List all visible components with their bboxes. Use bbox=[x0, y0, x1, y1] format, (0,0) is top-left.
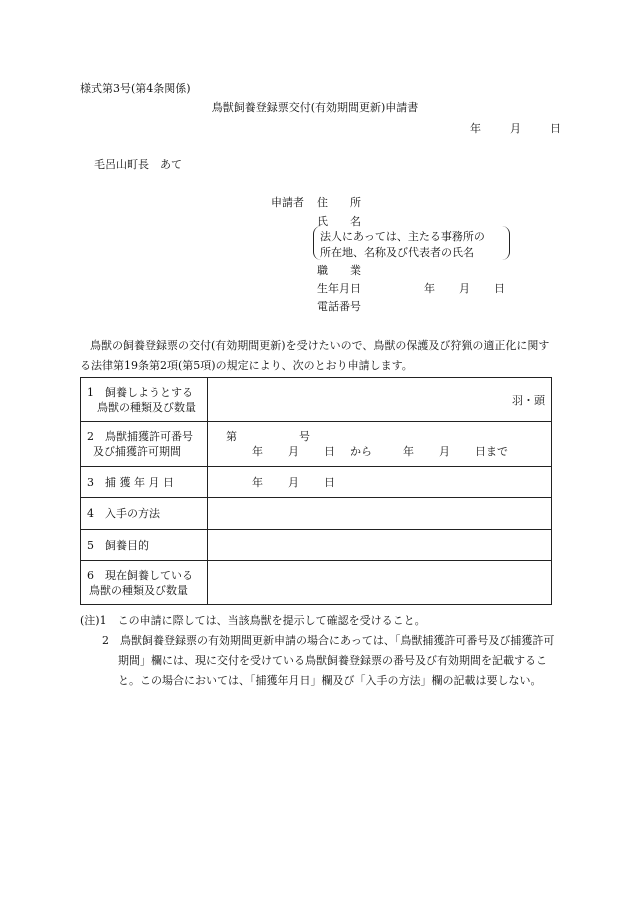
period-to-year: 年 bbox=[403, 445, 414, 458]
permit-number-line bbox=[214, 429, 545, 444]
period-from-month: 月 bbox=[288, 445, 299, 458]
permit-number-period-field[interactable] bbox=[208, 422, 552, 467]
address-label: 住 所 bbox=[317, 196, 361, 209]
period-from-year: 年 bbox=[252, 445, 263, 458]
date-line bbox=[470, 120, 561, 136]
period-to-month: 月 bbox=[439, 445, 450, 458]
application-statement: 鳥獣の飼養登録票の交付(有効期間更新)を受けたいので、鳥獣の保護及び狩猟の適正化に関する法律第19条第2項(第5項)の規定により、次のとおり申請します。 bbox=[80, 339, 550, 372]
period-from-label: から bbox=[350, 445, 372, 458]
application-table bbox=[80, 377, 552, 605]
table-row-permit bbox=[81, 422, 552, 467]
table-row-capture-date bbox=[81, 467, 552, 498]
row1-label-line1: 1 飼養しようとする bbox=[87, 385, 193, 399]
species-quantity-field[interactable] bbox=[208, 378, 552, 422]
row6-label-line1: 6 現在飼養している bbox=[87, 568, 193, 582]
birth-month: 月 bbox=[459, 282, 470, 295]
row2-label-line1: 2 鳥獣捕獲許可番号 bbox=[87, 430, 193, 443]
permit-no-prefix: 第 bbox=[226, 430, 237, 443]
unit-label: 羽・頭 bbox=[512, 393, 545, 407]
row6-label-line2: 鳥獣の種類及び数量 bbox=[89, 583, 188, 597]
permit-no-suffix: 号 bbox=[299, 430, 310, 443]
current-species-field[interactable] bbox=[208, 561, 552, 605]
date-year: 年 bbox=[470, 122, 481, 135]
purpose-field[interactable] bbox=[208, 530, 552, 561]
occupation-label: 職 業 bbox=[317, 264, 361, 277]
date-month: 月 bbox=[510, 122, 521, 135]
period-to-label: 日まで bbox=[475, 445, 508, 458]
birth-year: 年 bbox=[424, 282, 435, 295]
capture-date-field[interactable] bbox=[208, 467, 552, 498]
corporate-note-line2: 所在地、名称及び代表者の氏名 bbox=[320, 246, 474, 259]
name-label: 氏 名 bbox=[317, 215, 361, 228]
form-title: 鳥獣飼養登録票交付(有効期間更新)申請書 bbox=[211, 101, 419, 114]
row1-label-line2: 鳥獣の種類及び数量 bbox=[97, 400, 196, 414]
row6-label bbox=[81, 561, 208, 605]
date-day: 日 bbox=[550, 122, 561, 135]
note-1: (注)1 この申請に際しては、当該鳥獣を提示して確認を受けること。 bbox=[80, 614, 426, 627]
birth-day: 日 bbox=[494, 282, 505, 295]
row3-label: 3 捕 獲 年 月 日 bbox=[81, 467, 208, 498]
notes bbox=[80, 611, 555, 691]
phone-label: 電話番号 bbox=[317, 300, 361, 313]
acquisition-method-field[interactable] bbox=[208, 498, 552, 530]
capture-month: 月 bbox=[288, 476, 299, 489]
applicant-label: 申請者 bbox=[271, 196, 304, 209]
row2-label-line2: 及び捕獲許可期間 bbox=[93, 445, 181, 458]
corporate-note-line1: 法人にあっては、主たる事務所の bbox=[320, 230, 485, 243]
corporate-note-bracket bbox=[313, 226, 510, 260]
capture-date-line bbox=[214, 474, 545, 490]
row5-label: 5 飼養目的 bbox=[81, 530, 208, 561]
permit-period-line bbox=[214, 444, 545, 459]
row4-label: 4 入手の方法 bbox=[81, 498, 208, 530]
table-row-purpose bbox=[81, 530, 552, 561]
note-2: 2 鳥獣飼養登録票の有効期間更新申請の場合にあっては、「鳥獣捕獲許可番号及び捕獲許可期間」欄には、現に交付を受けている鳥獣飼養登録票の番号及び有効期間を記載すること。この場合においては、「捕獲年月日」欄及び「入手の方法」欄の記載は要しない。 bbox=[102, 634, 555, 687]
table-row-method bbox=[81, 498, 552, 530]
form-number-label: 様式第3号(第4条関係) bbox=[80, 82, 191, 95]
row2-label bbox=[81, 422, 208, 467]
capture-year: 年 bbox=[252, 476, 263, 489]
table-row-current bbox=[81, 561, 552, 605]
birthdate-label: 生年月日 bbox=[317, 282, 361, 295]
capture-day: 日 bbox=[324, 476, 335, 489]
row1-label bbox=[81, 378, 208, 422]
addressee: 毛呂山町長 あて bbox=[94, 158, 182, 171]
period-from-day: 日 bbox=[324, 445, 335, 458]
table-row-species bbox=[81, 378, 552, 422]
